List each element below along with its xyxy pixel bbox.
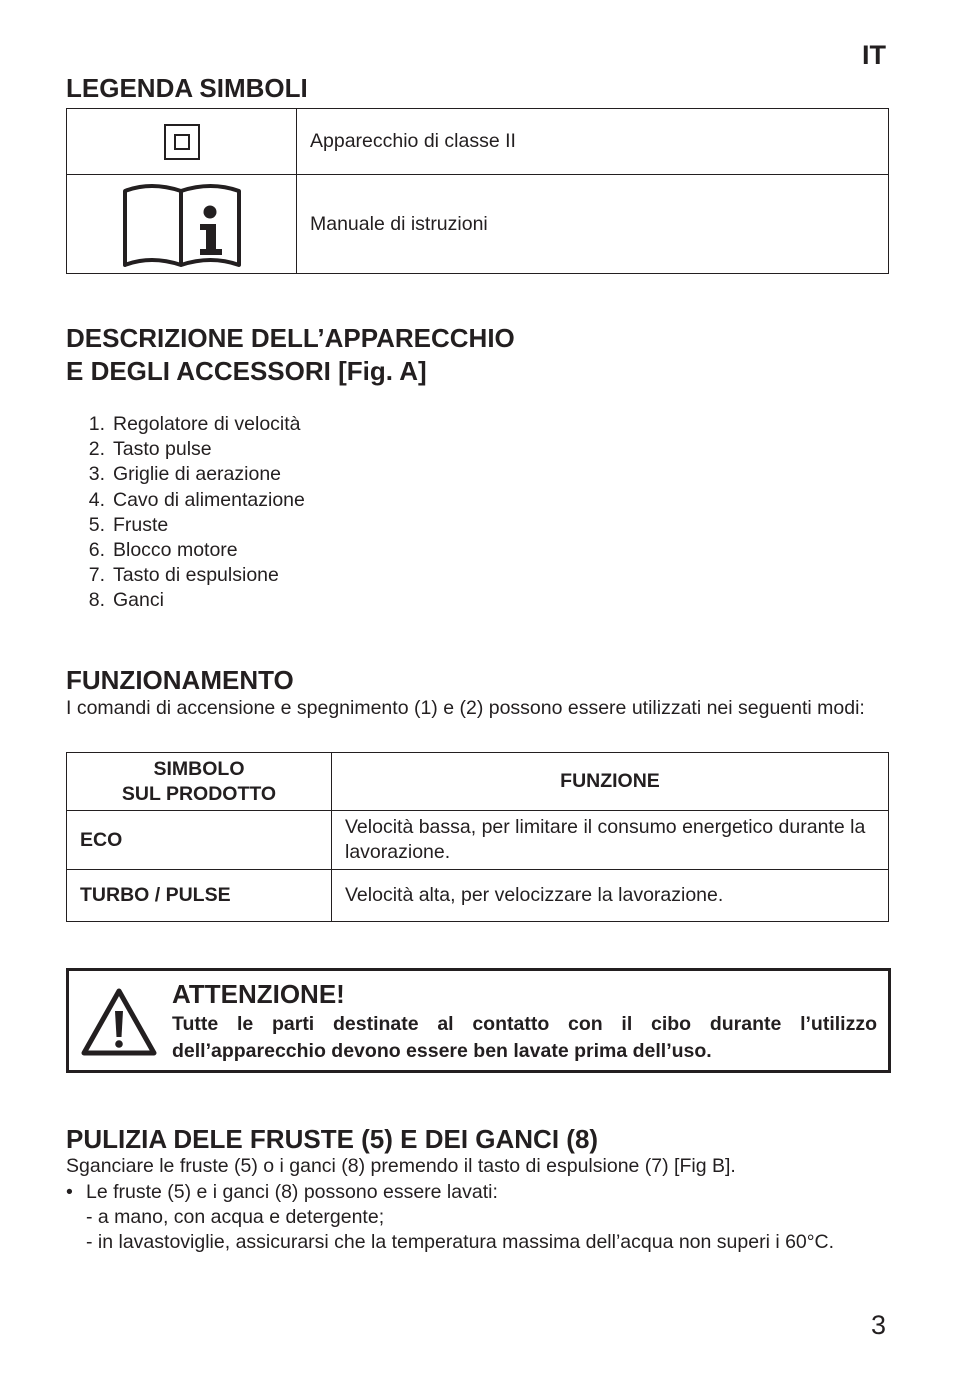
- function-cell: Velocità bassa, per limitare il consumo energetico durante la lavorazione.: [332, 811, 889, 870]
- list-item: 4. Cavo di alimentazione: [88, 488, 305, 511]
- cleaning-subitem: - a mano, con acqua e detergente;: [86, 1206, 385, 1228]
- list-item: 1. Regolatore di velocità: [88, 413, 301, 435]
- list-item: 3. Griglie di aerazione: [88, 463, 282, 486]
- cleaning-title: PULIZIA DELE FRUSTE (5) E DEI GANCI (8): [66, 1124, 599, 1154]
- warning-title: ATTENZIONE!: [172, 979, 345, 1009]
- table-row: [67, 811, 889, 870]
- table-row: [67, 109, 889, 175]
- list-item: 8. Ganci: [88, 589, 164, 612]
- symbol-cell: ECO: [67, 811, 332, 870]
- function-cell: Velocità alta, per velocizzare la lavorazione.: [332, 870, 889, 922]
- cleaning-instruction: Sganciare le fruste (5) o i ganci (8) premendo il tasto di espulsione (7) [Fig B].: [66, 1155, 736, 1177]
- class-ii-double-square-icon: [164, 124, 200, 160]
- list-item: 2. Tasto pulse: [88, 438, 212, 461]
- operation-title: FUNZIONAMENTO: [66, 665, 294, 695]
- operation-intro: I comandi di accensione e spegnimento (1) e (2) possono essere utilizzati nei seguenti modi:: [66, 697, 865, 719]
- function-table: [66, 752, 889, 922]
- language-code: IT: [862, 40, 886, 70]
- list-item: 7. Tasto di espulsione: [88, 564, 279, 587]
- table-header-row: [67, 753, 889, 811]
- component-list: [66, 412, 305, 614]
- warning-text: Tutte le parti destinate al contatto con il cibo durante l’utilizzo dell’apparecchio devono essere ben lavate prima dell’uso.: [172, 1013, 877, 1062]
- description-title-line1: DESCRIZIONE DELL’APPARECCHIO: [66, 323, 515, 353]
- cleaning-subitem: - in lavastoviglie, assicurarsi che la temperatura massima dell’acqua non superi i 60°C.: [86, 1231, 835, 1253]
- list-item: 5. Fruste: [88, 513, 169, 536]
- column-header-symbol: SIMBOLO SUL PRODOTTO: [67, 753, 332, 811]
- warning-box: [66, 968, 891, 1073]
- symbol-cell: TURBO / PULSE: [67, 870, 332, 922]
- column-header-function: FUNZIONE: [332, 753, 889, 811]
- legend-icon-cell: [67, 175, 297, 274]
- legend-title: LEGENDA SIMBOLI: [66, 73, 308, 103]
- cleaning-bullet: Le fruste (5) e i ganci (8) possono essere lavati:: [86, 1181, 498, 1203]
- table-row: [67, 175, 889, 274]
- table-row: [67, 870, 889, 922]
- page-number: 3: [870, 1310, 886, 1340]
- legend-text-cell: Apparecchio di classe II: [297, 109, 889, 175]
- warning-triangle-icon: [81, 987, 157, 1057]
- list-item: 6. Blocco motore: [88, 539, 238, 562]
- description-title-line2: E DEGLI ACCESSORI [Fig. A]: [66, 356, 427, 386]
- symbol-legend-table: [66, 108, 889, 274]
- instruction-manual-book-icon: [121, 179, 243, 269]
- legend-text-cell: Manuale di istruzioni: [297, 175, 889, 274]
- bullet-marker: •: [66, 1181, 73, 1203]
- legend-icon-cell: [67, 109, 297, 175]
